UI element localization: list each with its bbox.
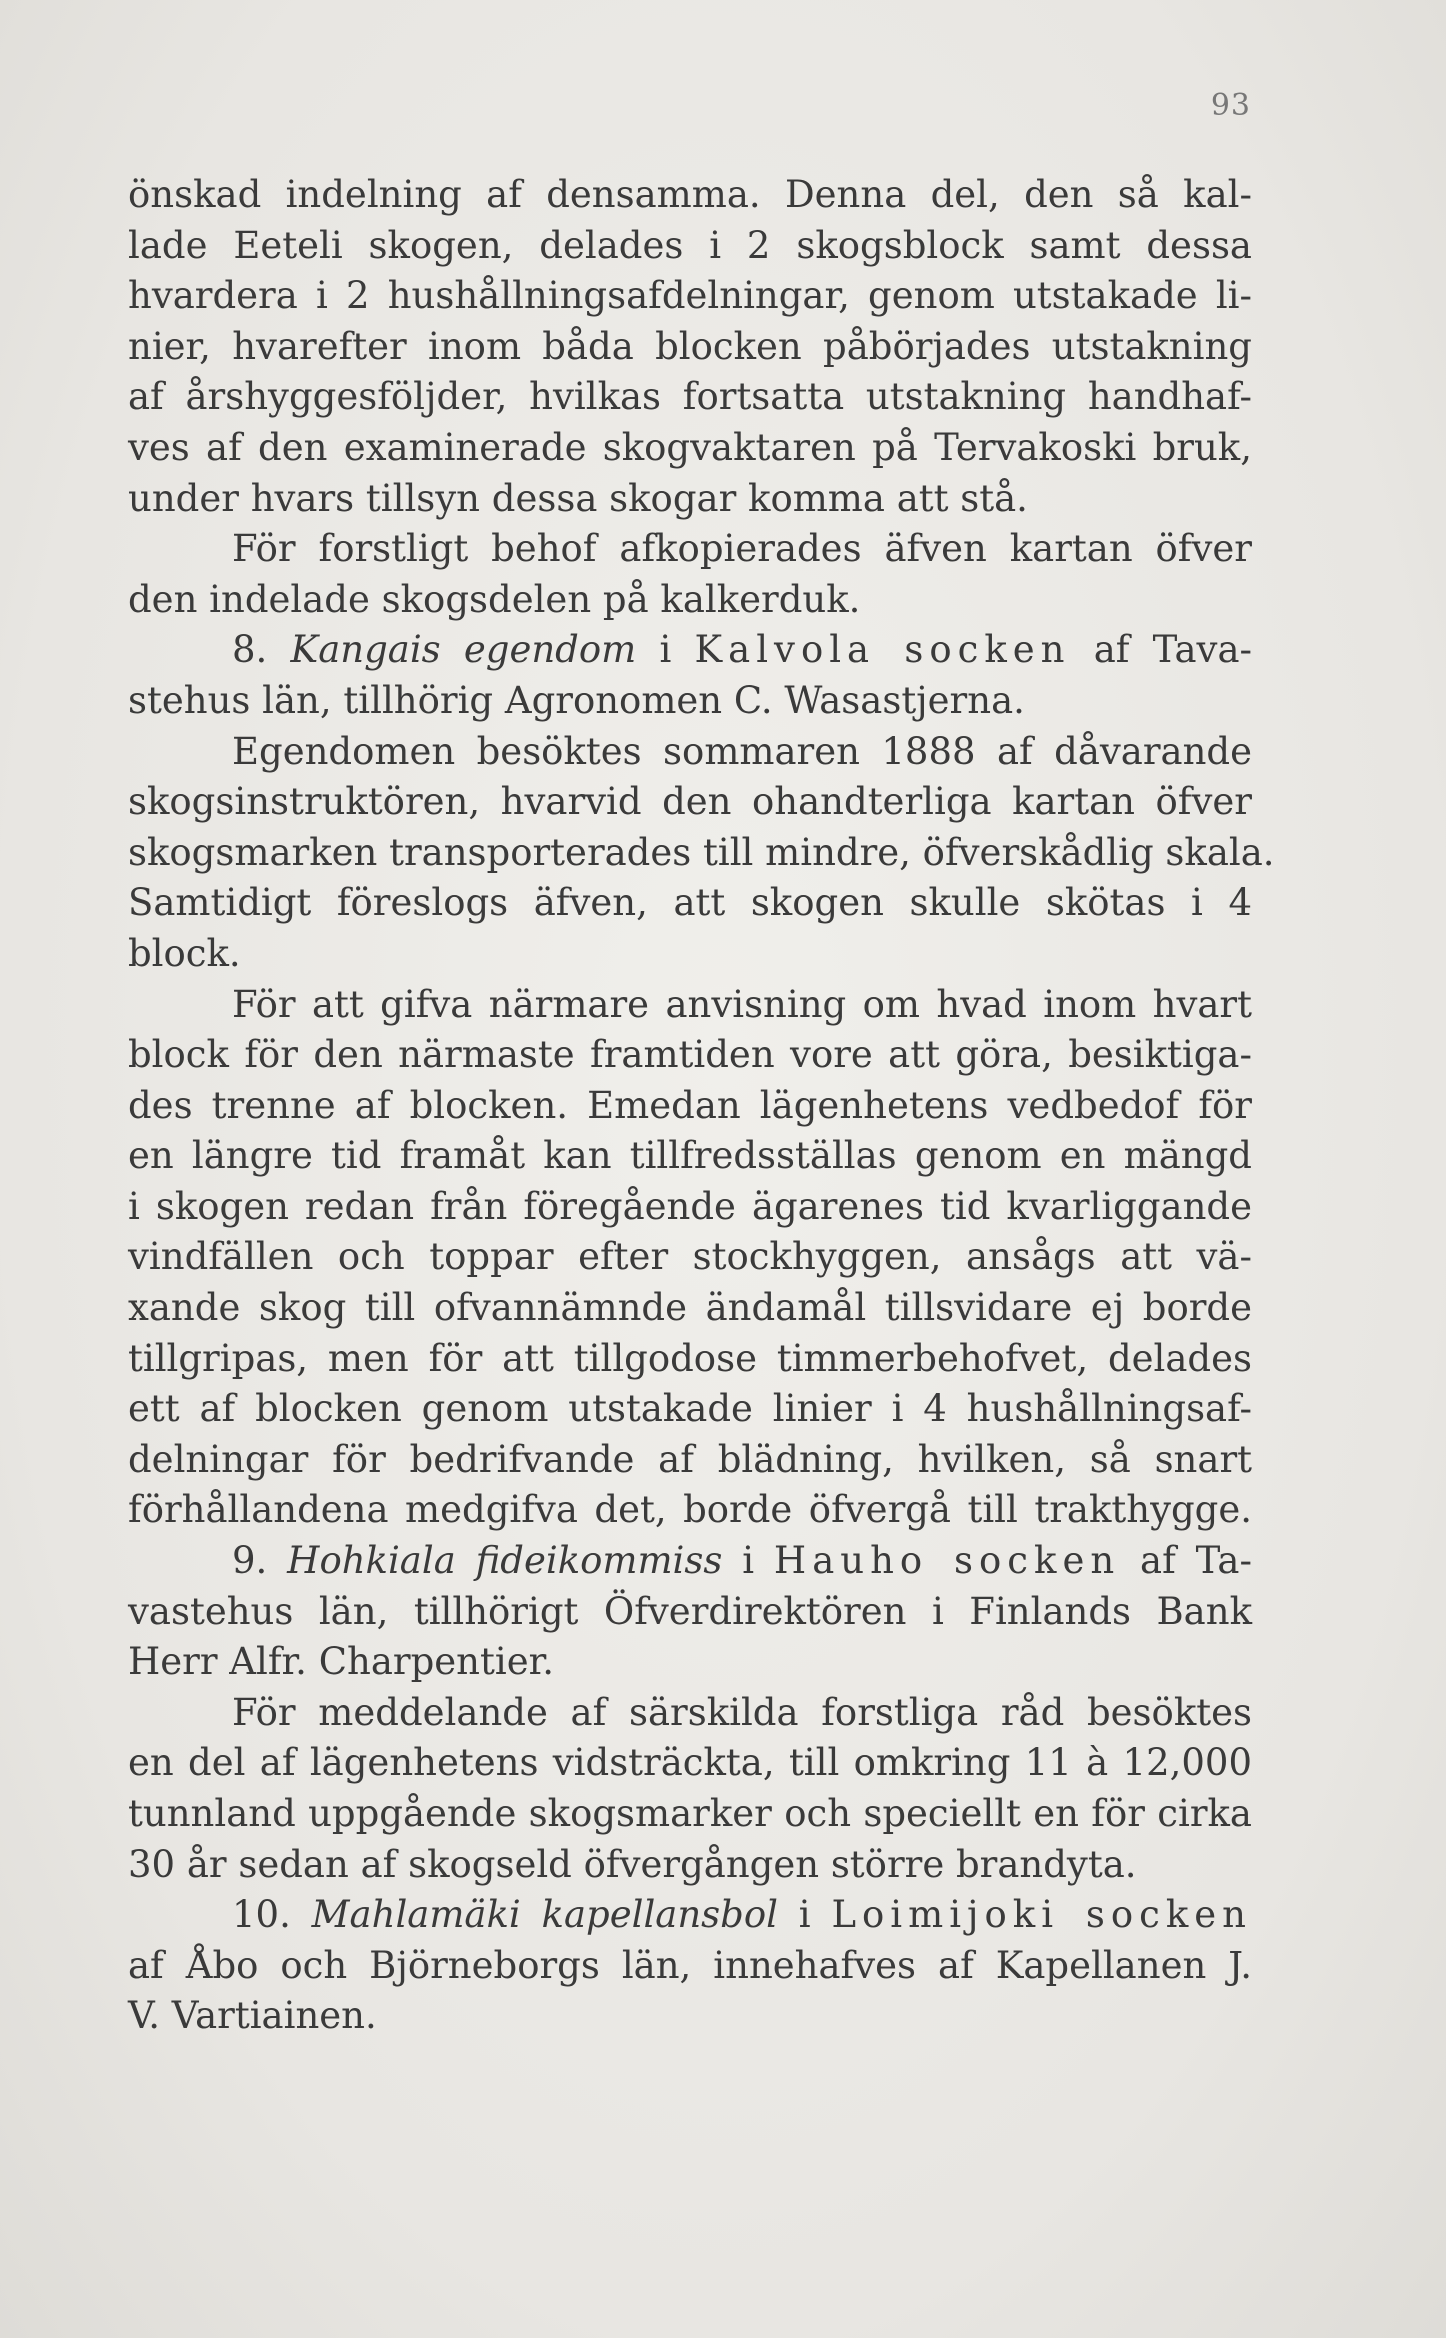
text-line: Egendomen besöktes sommaren 1888 af dåvarande (232, 729, 1252, 773)
text-line: ves af den examinerade skogvaktaren på Tervakoski bruk, (128, 425, 1252, 469)
section-9-heading-line3: Herr Alfr. Charpentier. (128, 1640, 554, 1684)
section-9-heading-line2: vastehus län, tillhörigt Öfverdirektören i Finlands Bank (128, 1589, 1252, 1633)
section-number: 10. (232, 1893, 291, 1937)
text-line: block. (128, 931, 241, 975)
estate-name: Mahlamäki kapellansbol (311, 1893, 778, 1937)
parish-name: Hauho socken (773, 1539, 1121, 1583)
text-line: delningar för bedrifvande af blädning, hvilken, så snart (128, 1437, 1252, 1481)
text-line: ett af blocken genom utstakade linier i 4 hushållningsaf- (128, 1387, 1252, 1431)
section-number: 8. (232, 628, 268, 672)
text-line: vindfällen och toppar efter stockhyggen, ansågs att vä- (128, 1235, 1252, 1279)
text-line: lade Eeteli skogen, delades i 2 skogsblock samt dessa (128, 223, 1252, 267)
text-line: den indelade skogsdelen på kalkerduk. (128, 577, 861, 621)
page-number: 93 (1210, 88, 1251, 123)
text-line: tillgripas, men för att tillgodose timmerbehofvet, delades (128, 1336, 1252, 1380)
parish-name: Kalvola socken (694, 628, 1071, 672)
section-10-heading (128, 1890, 1252, 1941)
heading-connector: i (722, 1539, 774, 1583)
text-line: des trenne af blocken. Emedan lägenhetens vedbedof för (128, 1083, 1252, 1127)
text-line: skogsinstruktören, hvarvid den ohandterliga kartan öfver (128, 780, 1252, 824)
text-line: en längre tid framåt kan tillfredsställas genom en mängd (128, 1134, 1252, 1178)
text-line: För forstligt behof afkopierades äfven kartan öfver (232, 527, 1252, 571)
parish-name: Loimijoki socken (831, 1893, 1253, 1937)
text-line: För meddelande af särskilda forstliga råd besöktes (232, 1690, 1252, 1734)
text-line: tunnland uppgående skogsmarker och speciellt en för cirka (128, 1792, 1252, 1835)
text-line: förhållandena medgifva det, borde öfvergå till trakthygge. (128, 1488, 1252, 1532)
text-line: 30 år sedan af skogseld öfvergången större brandyta. (128, 1842, 1137, 1886)
estate-name: Kangais egendom (290, 628, 637, 672)
heading-connector: i (777, 1893, 832, 1937)
text-line: xande skog till ofvannämnde ändamål tillsvidare ej borde (128, 1286, 1252, 1330)
section-number: 9. (232, 1539, 268, 1583)
section-10-heading-line3: V. Vartiainen. (128, 1994, 377, 2038)
text-line: hvardera i 2 hushållningsafdelningar, genom utstakade li- (128, 274, 1252, 318)
text-line: under hvars tillsyn dessa skogar komma att stå. (128, 476, 1028, 520)
text-line: af årshyggesföljder, hvilkas fortsatta utstakning handhaf- (128, 375, 1252, 419)
text-line: en del af lägenhetens vidsträckta, till omkring 11 à 12,000 (128, 1741, 1252, 1785)
text-line: block för den närmaste framtiden vore att göra, besiktiga- (128, 1033, 1252, 1077)
section-9-heading (128, 1536, 1252, 1587)
body-text (128, 170, 1275, 2042)
text-line: Samtidigt föreslogs äfven, att skogen skulle skötas i 4 (128, 881, 1252, 925)
text-line: i skogen redan från föregående ägarenes tid kvarliggande (128, 1184, 1252, 1228)
section-10-heading-line2: af Åbo och Björneborgs län, innehafves af Kapellanen J. (128, 1943, 1252, 1987)
text-line: skogsmarken transporterades till mindre, öfverskådlig skala. (128, 830, 1275, 874)
text-line: nier, hvarefter inom båda blocken påbörjades utstakning (128, 324, 1252, 368)
heading-rest: af Ta- (1120, 1539, 1252, 1583)
section-8-heading (128, 625, 1252, 676)
heading-connector: i (636, 628, 695, 672)
text-line: För att gifva närmare anvisning om hvad inom hvart (232, 982, 1252, 1026)
text-line: önskad indelning af densamma. Denna del, den så kal- (128, 173, 1252, 216)
section-8-heading-line2: stehus län, tillhörig Agronomen C. Wasastjerna. (128, 678, 1025, 722)
heading-rest: af Tava- (1070, 628, 1253, 672)
estate-name: Hohkiala fideikommiss (287, 1539, 723, 1583)
